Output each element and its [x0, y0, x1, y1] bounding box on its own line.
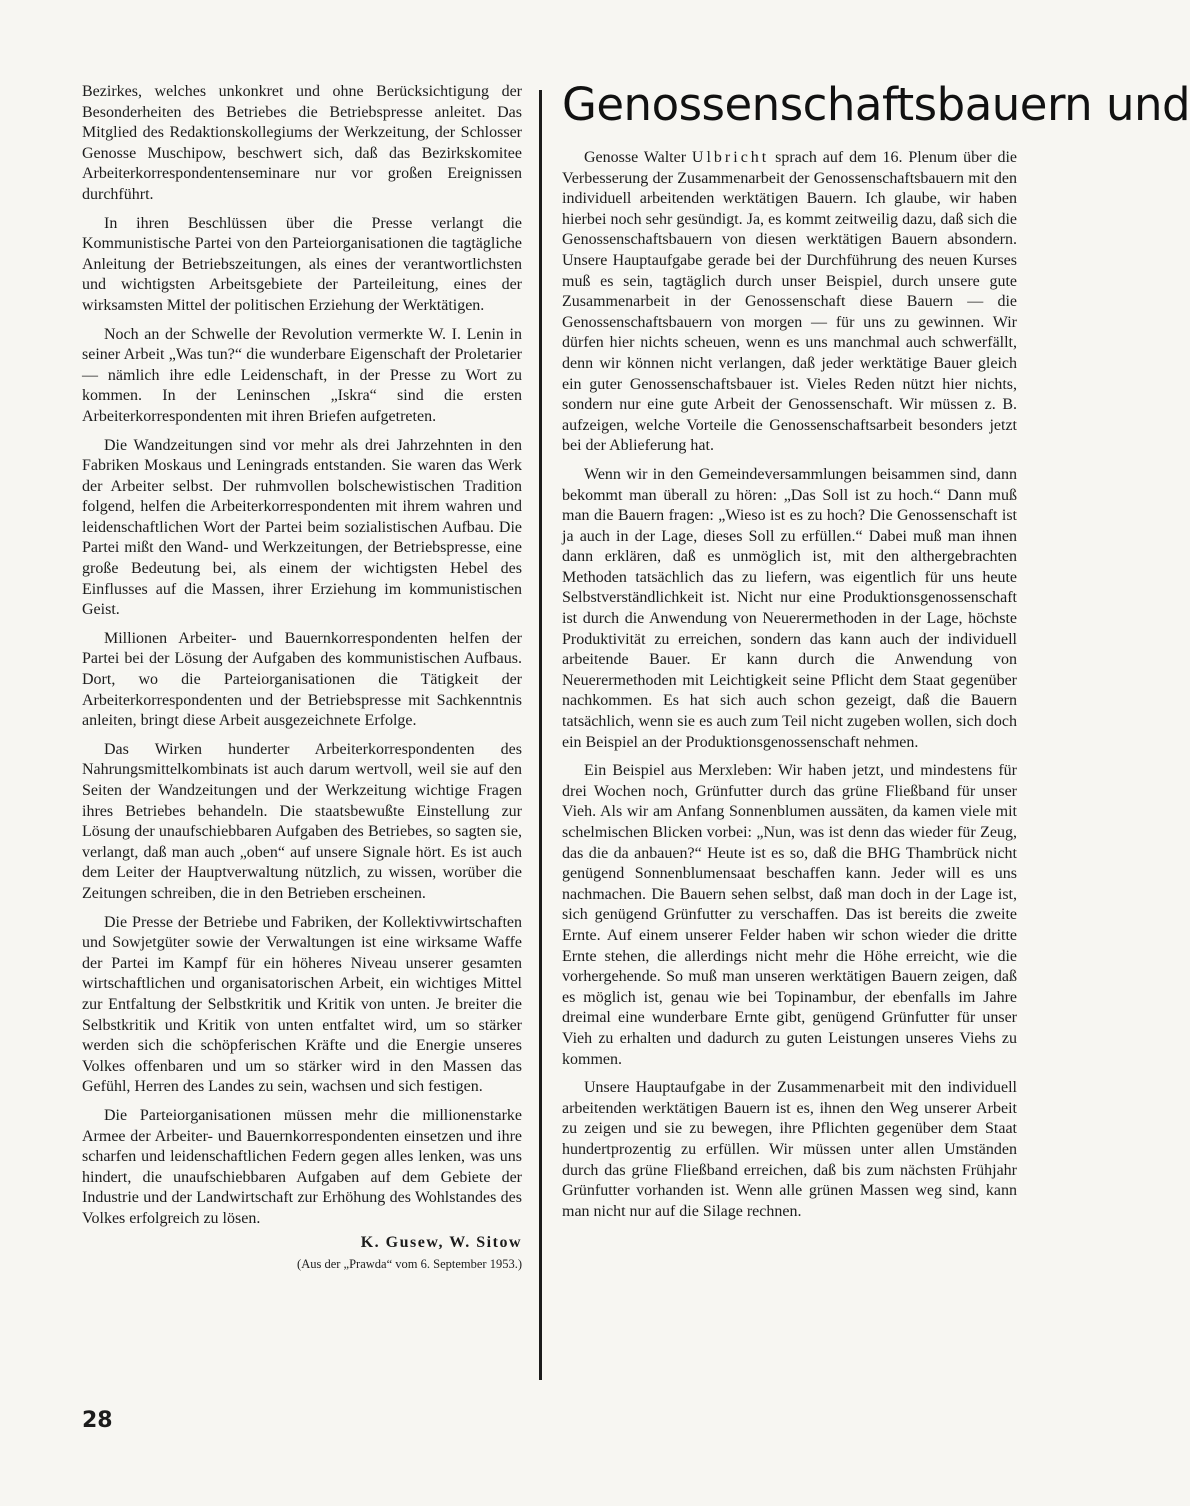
left-paragraph-4: Die Wandzeitungen sind vor mehr als drei Jahrzehnten in den Fabriken Moskaus und Leningrads entstanden. Sie waren das Werk der Arbeiter selbst. Der ruhmvollen bolschewistischen Tradition folgend, helfen die Arbeiterkorrespondenten mit ihrem wahren und leidenschaftlichen Wort der Partei beim sozialistischen Aufbau. Die Partei mißt den Wand- und Werkzeitungen, der Betriebspresse, eine große Bedeutung bei, als einem der wichtigsten Hebel des Einflusses auf die Massen, ihrer Erziehung im kommunistischen Geist. — [82, 436, 522, 619]
intro-name: Ulbricht — [691, 149, 770, 166]
page-number: 28 — [82, 1408, 113, 1433]
left-paragraph-7: Die Presse der Betriebe und Fabriken, der Kollektivwirtschaften und Sowjetgüter sowie der Verwaltungen ist eine wirksame Waffe der Partei im Kampf für ein höheres Niveau unserer gesamten wirtschaftlichen und organisatorischen Arbeit, ein wichtiges Mittel zur Entfaltung der Selbstkritik und Kritik von unten. Je breiter die Selbstkritik und Kritik von unten entfaltet wird, um so stärker werden sich die schöpferischen Kräfte und die Energie unseres Volkes offenbaren und um so stärker wird in den Massen das Gefühl, Herren des Landes zu sein, wachsen und sich festigen. — [82, 913, 522, 1096]
article-signature: K. Gusew, W. Sitow — [360, 1234, 522, 1252]
left-paragraph-2: In ihren Beschlüssen über die Presse verlangt die Kommunistische Partei von den Parteiorganisationen die tagtägliche Anleitung der Betriebszeitungen, als eines der verantwortlichsten und wichtigsten Arbeitsgebiete der Parteileitung, eines der wirksamsten Mittel der politischen Erziehung der Werktätigen. — [82, 214, 522, 314]
left-paragraph-3: Noch an der Schwelle der Revolution vermerkte W. I. Lenin in seiner Arbeit „Was tun?“ die wunderbare Eigenschaft der Proletarier — nämlich ihre edle Leidenschaft, in der Presse zu Wort zu kommen. In der Leninschen „Iskra“ sind die ersten Arbeiterkorrespondenten mit ihren Briefen aufgetreten. — [82, 325, 522, 425]
article-source: (Aus der „Prawda“ vom 6. September 1953.) — [297, 1257, 522, 1272]
right-column — [562, 148, 1017, 1230]
right-paragraph-3: Ein Beispiel aus Merxleben: Wir haben jetzt, und mindestens für drei Wochen noch, Grünfutter durch das grüne Fließband für unser Vieh. Als wir am Anfang Sonnenblumen aussäten, da kamen viele mit schelmischen Blicken vorbei: „Nun, was ist denn das wieder für Zeug, das die da anbauen?“ Heute ist es so, daß die BHG Thambrück nicht genügend Sonnenblumensaat beschaffen kann. Jeder will es uns nachmachen. Die Bauern sehen selbst, daß man doch in der Lage ist, sich genügend Grünfutter zu verschaffen. Das ist bereits die zweite Ernte. Auf einem unserer Felder haben wir schon wieder die dritte Ernte stehen, die allerdings nicht mehr die Höhe erreicht, wie die vorhergehende. So muß man unseren werktätigen Bauern zeigen, daß es möglich ist, genau wie bei Topinambur, der ebenfalls im Jahre dreimal eine wunderbare Ernte gibt, genügend Grünfutter für unser Vieh zu erhalten und dadurch zu guten Leistungen unseres Viehs zu kommen. — [562, 762, 1017, 1068]
left-paragraph-6: Das Wirken hunderter Arbeiterkorrespondenten des Nahrungsmittelkombinats ist auch darum wertvoll, weil sie auf den Seiten der Wandzeitungen und der Werkzeitung wichtige Fragen ihres Betriebes behandeln. Die staatsbewußte Einstellung zur Lösung der unaufschiebbaren Aufgaben des Betriebes, so sagten sie, verlangt, daß man auch „oben“ auf unsere Signale hört. Es ist auch dem Leiter der Hauptverwaltung nützlich, zu wissen, worüber die Zeitungen schreiben, die in den Betrieben erscheinen. — [82, 740, 522, 902]
left-column — [82, 82, 522, 1272]
left-paragraph-1: Bezirkes, welches unkonkret und ohne Berücksichtigung der Besonderheiten des Betriebes die Betriebspresse anleitet. Das Mitglied des Redaktionskollegiums der Werkzeitung, der Schlosser Genosse Muschipow, beschwert sich, daß das Bezirkskomitee Arbeiterkorrespondentenseminare nur vor großen Ereignissen durchführt. — [82, 83, 522, 203]
intro-rest: sprach auf dem 16. Plenum über die Verbesserung der Zusammenarbeit der Genossenschaftsbauern mit den individuell arbeitenden werktätigen Bauern. Ich glaube, wir haben hierbei noch sehr gesündigt. Ja, es kommt zeitweilig dazu, daß sich die Genossenschaftsbauern von diesen werktätigen Bauern absondern. Unsere Hauptaufgabe gerade bei der Durchführung des neuen Kurses muß es sein, tagtäglich durch unser Beispiel, durch unsere gute Zusammenarbeit in der Genossenschaft diese Bauern — die Genossenschaftsbauern von morgen — für uns zu gewinnen. Wir dürfen hier nichts scheuen, wenn es uns manchmal auch schwerfällt, denn wir können nicht verlangen, daß jeder werktätige Bauer gleich ein guter Genossenschaftsbauer ist. Vieles Reden nützt hier nichts, sondern nur eine gute Arbeit der Genossenschaft. Wir müssen z. B. aufzeigen, welche Vorteile die Genossenschaftsarbeit besonders jetzt bei der Ablieferung hat. — [562, 149, 1017, 455]
intro-prefix: Genosse Walter — [584, 149, 692, 166]
right-paragraph-2: Wenn wir in den Gemeindeversammlungen beisammen sind, dann bekommt man überall zu hören: „Das Soll ist zu hoch.“ Dann muß man die Bauern fragen: „Wieso ist es zu hoch? Die Genossenschaft ist ja auch in der Lage, dieses Soll zu erfüllen.“ Dabei muß man ihnen dann erklären, daß es unmöglich ist, mit den althergebrachten Methoden tatsächlich das zu liefern, was eigentlich für uns heute Selbstverständlichkeit ist. Nicht nur eine Produktionsgenossenschaft ist durch die Anwendung von Neuerermethoden in der Lage, höchste Produktivität zu erreichen, sondern das kann auch der individuell arbeitende Bauer. Er kann durch die Anwendung von Neuerermethoden mit Leichtigkeit seine Pflicht dem Staat gegenüber nachkommen. Es hat sich auch schon gezeigt, daß die Bauern tatsächlich, wenn sie es auch zum Teil nicht zugeben wollen, sich doch ein Beispiel an der Produktionsgenossenschaft nehmen. — [562, 465, 1017, 751]
right-intro-paragraph — [562, 148, 1017, 457]
left-paragraph-5: Millionen Arbeiter- und Bauernkorrespondenten helfen der Partei bei der Lösung der Aufgaben des kommunistischen Aufbaus. Dort, wo die Parteiorganisationen die Tätigkeit der Arbeiterkorrespondenten und der Betriebspresse mit Sachkenntnis anleiten, bringt diese Arbeit ausgezeichnete Erfolge. — [82, 629, 522, 730]
left-paragraph-8: Die Parteiorganisationen müssen mehr die millionenstarke Armee der Arbeiter- und Bauernkorrespondenten einsetzen und ihre scharfen und leidenschaftlichen Federn gegen alles lenken, was uns hindert, die unaufschiebbaren Aufgaben auf dem Gebiete der Industrie und der Landwirtschaft zur Erhöhung des Wohlstandes des Volkes erfolgreich zu lösen. — [82, 1106, 522, 1227]
article-headline: Genossenschaftsbauern und — [562, 78, 1190, 131]
column-divider — [539, 90, 542, 1380]
right-paragraph-4: Unsere Hauptaufgabe in der Zusammenarbeit mit den individuell arbeitenden werktätigen Bauern ist es, ihnen den Weg unserer Arbeit zu zeigen und sie zu bewegen, ihre Pflichten gegenüber dem Staat hundertprozentig zu erfüllen. Wir müssen unter allen Umständen durch das grüne Fließband erreichen, daß bis zum nächsten Frühjahr Grünfutter vorhanden ist. Wenn alle grünen Massen weg sind, kann man nicht nur auf die Silage rechnen. — [562, 1079, 1017, 1220]
